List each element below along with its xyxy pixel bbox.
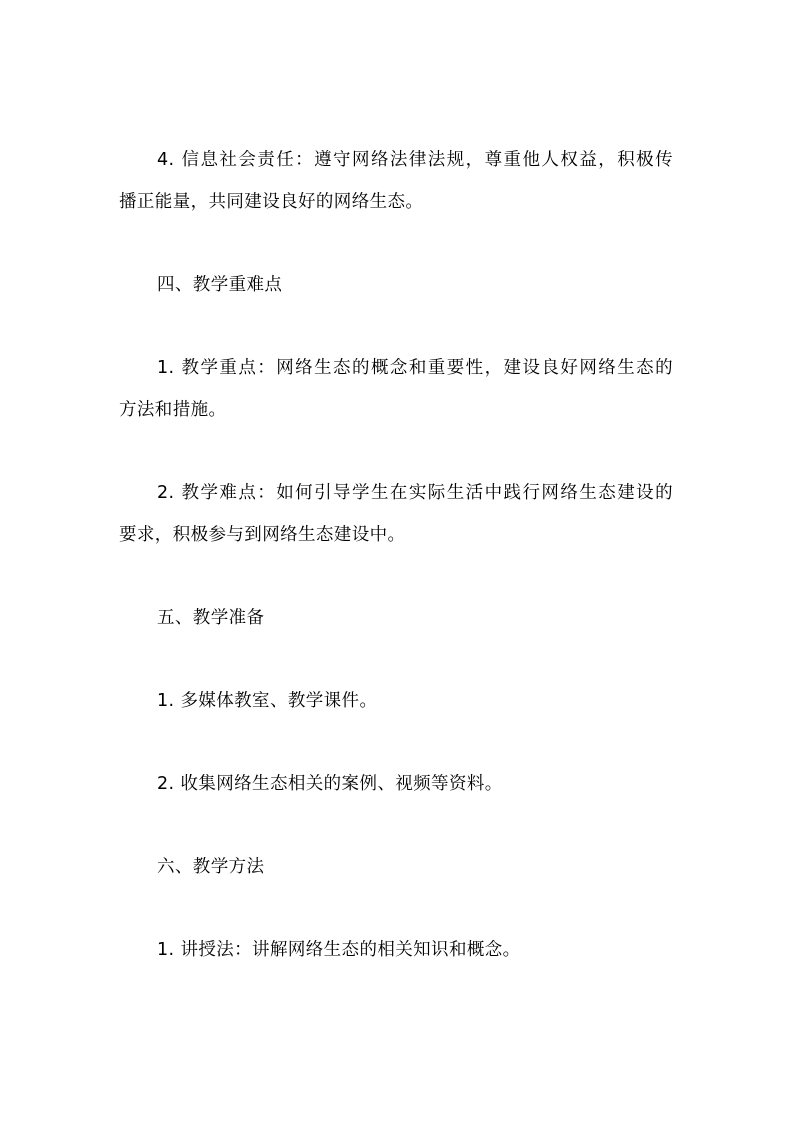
paragraph-line: 1. 教学重点：网络生态的概念和重要性，建设良好网络生态的	[157, 358, 673, 378]
paragraph-line: 2. 收集网络生态相关的案例、视频等资料。	[157, 774, 503, 794]
paragraph-line: 方法和措施。	[119, 400, 227, 420]
paragraph-line: 1. 多媒体教室、教学课件。	[157, 691, 378, 711]
paragraph-line: 1. 讲授法：讲解网络生态的相关知识和概念。	[157, 940, 521, 960]
section-heading: 四、教学重难点	[157, 275, 283, 295]
paragraph-line: 播正能量，共同建设良好的网络生态。	[119, 192, 424, 212]
paragraph-line: 2. 教学难点：如何引导学生在实际生活中践行网络生态建设的	[157, 483, 673, 503]
paragraph-line: 4. 信息社会责任：遵守网络法律法规，尊重他人权益，积极传	[157, 150, 673, 170]
paragraph-line: 要求，积极参与到网络生态建设中。	[119, 525, 406, 545]
section-heading: 六、教学方法	[157, 857, 265, 877]
section-heading: 五、教学准备	[157, 608, 265, 628]
